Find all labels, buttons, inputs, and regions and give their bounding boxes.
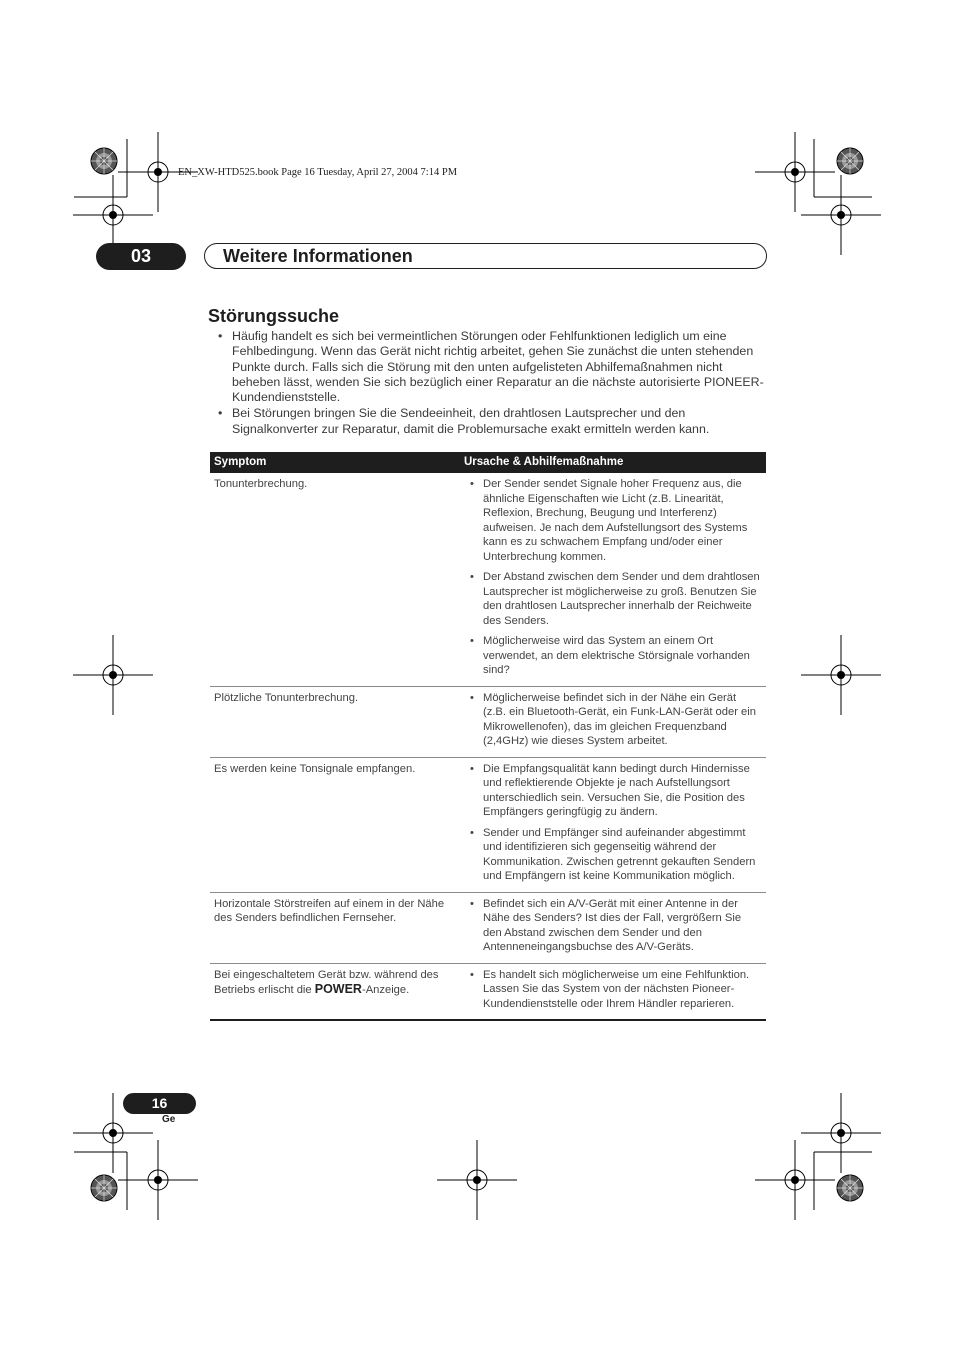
page-number-badge: 16 [123, 1093, 196, 1114]
chapter-title: Weitere Informationen [223, 246, 413, 266]
symptom-text-end: -Anzeige. [361, 984, 410, 996]
chapter-number-badge: 03 [96, 243, 186, 270]
table-row [210, 757, 766, 892]
cause-cell [460, 757, 766, 892]
cause-item: • Der Abstand zwischen dem Sender und dem drahtlosen Lautsprecher ist möglicherweise zu groß. Benutzen Sie den drahtlosen Lautsprecher innerhalb der Reichweite des Senders. [468, 570, 762, 628]
intro-bullet: • Bei Störungen bringen Sie die Sendeeinheit, den drahtlosen Lautsprecher und den Signalkonverter zur Reparatur, damit die Problemursache exakt ermitteln werden kann. [216, 406, 768, 437]
cause-cell [460, 473, 766, 686]
cause-cell [460, 892, 766, 963]
cause-cell [460, 686, 766, 757]
cause-cell [460, 963, 766, 1020]
symptom-cell: Plötzliche Tonunterbrechung. [210, 686, 460, 757]
cause-item: • Möglicherweise befindet sich in der Nähe ein Gerät (z.B. ein Bluetooth-Gerät, ein Funk-LAN-Gerät oder ein Mikrowellenofen), das im gleichen Frequenzband (2,4GHz) wie dieses System arbeitet. [468, 691, 762, 749]
cause-item: • Es handelt sich möglicherweise um eine Fehlfunktion. Lassen Sie das System von der nächsten Pioneer-Kundendienststelle oder Ihrem Händler reparieren. [468, 968, 762, 1012]
table-row [210, 686, 766, 757]
table-row [210, 473, 766, 686]
cause-item: • Sender und Empfänger sind aufeinander abgestimmt und identifizieren sich gegenseitig während der Kommunikation. Zwischen getrennt gekauften Sendern und Empfängern ist keine Kommunikation möglich. [468, 826, 762, 884]
section-title: Störungssuche [208, 306, 340, 326]
intro-bullet: • Häufig handelt es sich bei vermeintlichen Störungen oder Fehlfunktionen lediglich um eine Fehlbedingung. Wenn das Gerät nicht richtig arbeitet, gehen Sie zunächst die unten stehenden Punkte durch. Falls sich die Störung mit den unten aufgelisteten Abhilfemaßnahmen nicht beheben lässt, wenden Sie sich bezüglich einer Reparatur an die nächste autorisierte PIONEER-Kundendienststelle. [216, 329, 768, 405]
table-row [210, 892, 766, 963]
troubleshooting-table [210, 452, 766, 1021]
symptom-cell: Es werden keine Tonsignale empfangen. [210, 757, 460, 892]
column-header-symptom: Symptom [210, 452, 460, 473]
symptom-cell: Horizontale Störstreifen auf einem in der Nähe des Senders befindlichen Fernseher. [210, 892, 460, 963]
cause-item: • Der Sender sendet Signale hoher Frequenz aus, die ähnliche Eigenschaften wie Licht (z.B. Linearität, Reflexion, Brechung, Beugung und Interferenz) aufweisen. Je nach dem Aufstellungsort des Systems kann es zu schwachem Empfang und/oder einer Unterbrechung kommen. [468, 477, 762, 564]
cause-item: • Möglicherweise wird das System an einem Ort verwendet, an dem elektrische Störsignale vorhanden sind? [468, 634, 762, 678]
page-language-code: Ge [162, 1114, 176, 1125]
cause-item: • Die Empfangsqualität kann bedingt durch Hindernisse und reflektierende Objekte je nach Aufstellungsort unterschiedlich sein. Versuchen Sie, die Position des Empfängers geringfügig zu ändern. [468, 762, 762, 820]
power-label: POWER [314, 982, 362, 996]
symptom-text: Bei eingeschaltetem Gerät bzw. während des Betriebs erlischt die [214, 968, 439, 996]
cause-item: • Befindet sich ein A/V-Gerät mit einer Antenne in der Nähe des Senders? Ist dies der Fall, vergrößern Sie den Abstand zwischen dem Sender und den Antenneneingangsbuchse des A/V-Geräts. [468, 897, 762, 955]
print-header: EN_XW-HTD525.book Page 16 Tuesday, April 27, 2004 7:14 PM [178, 167, 458, 178]
symptom-cell [210, 963, 460, 1020]
symptom-cell: Tonunterbrechung. [210, 473, 460, 686]
table-row [210, 963, 766, 1020]
column-header-cause: Ursache & Abhilfemaßnahme [460, 452, 766, 473]
intro-bullet-list [216, 329, 768, 438]
table-header-row [210, 452, 766, 473]
